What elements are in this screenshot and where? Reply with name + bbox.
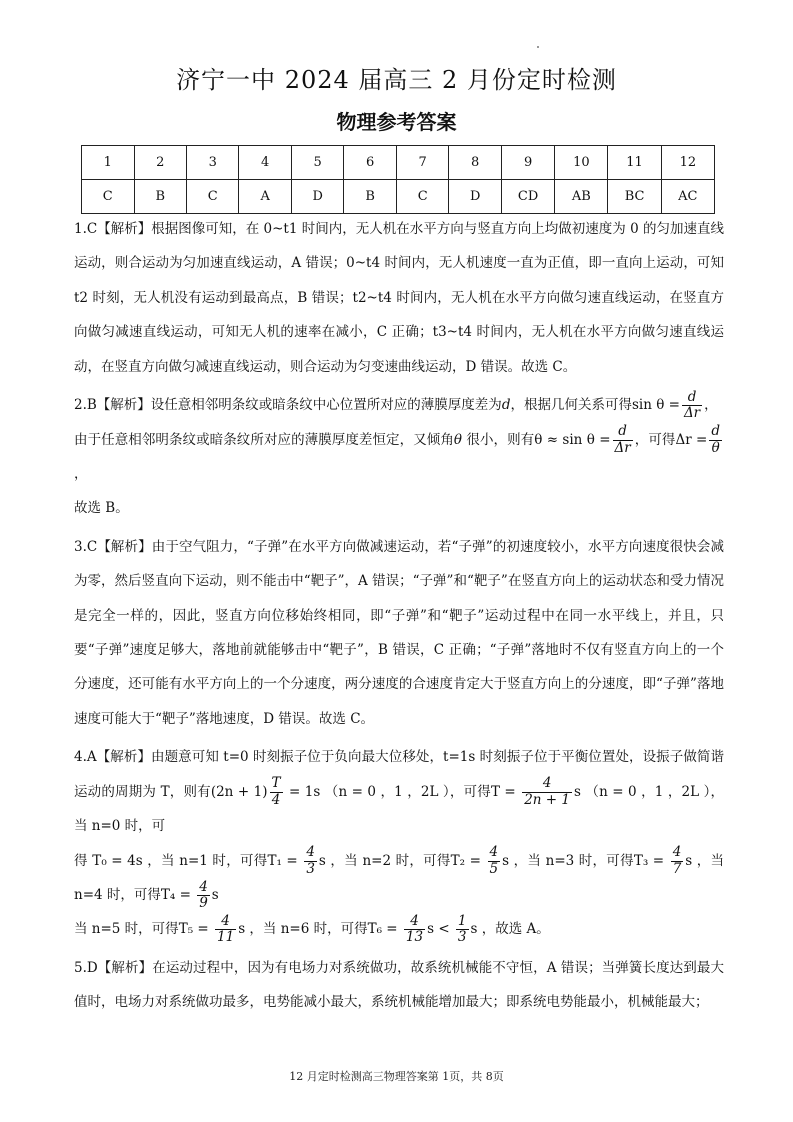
question-number-cell: 5 bbox=[291, 146, 344, 180]
q2-text: 由于任意相邻明条纹或暗条纹所对应的薄膜厚度差恒定，又倾角 bbox=[74, 431, 454, 448]
page-footer: 12 月定时检测高三物理答案第 1页，共 8页 bbox=[289, 1070, 504, 1083]
q4-text: s bbox=[211, 887, 219, 904]
question-number-cell: 8 bbox=[449, 146, 502, 180]
question-number-cell: 11 bbox=[608, 146, 661, 180]
q4-text: s ，当 n=3 时，可得 bbox=[502, 852, 634, 869]
q4-fraction: $\frac{T}{4}$ bbox=[271, 775, 281, 808]
q4-equation: T₄ = bbox=[160, 887, 196, 904]
q4-fraction: $\frac{4}{5}$ bbox=[489, 844, 499, 877]
q4-text: s （n = 0 ，1 ，2L ），当 n=0 时，可 bbox=[74, 783, 725, 835]
q4-text: 4.A【解析】由题意可知 t=0 时刻振子位于负向最大位移处，t=1s 时刻振子位于平衡位置处，设振子做简谐运动的周期为 T，则有 bbox=[74, 749, 724, 800]
answer-table-answer-row bbox=[82, 180, 715, 214]
q4-fraction: $\frac{4}{13}$ bbox=[405, 912, 424, 946]
question-number-cell: 2 bbox=[134, 146, 186, 180]
q4-fraction: $\frac{4}{9}$ bbox=[199, 878, 208, 912]
q2-text: 很小，则有 bbox=[462, 431, 535, 448]
q4-text: s ，当 n=4 时，可得 bbox=[74, 852, 725, 904]
question-number-cell: 3 bbox=[186, 146, 239, 180]
page-subtitle: 物理参考答案 bbox=[336, 110, 457, 134]
explanations bbox=[74, 212, 724, 1024]
q2-equation: sin θ = bbox=[631, 397, 680, 414]
q2-explanation: 2.B【解析】设任意相邻明条纹或暗条纹中心位置所对应的薄膜厚度差为d，根据几何关系可得sin θ = $\frac{d}{\Delta r}$ ， 由于任意相邻明条纹或暗条纹所对应的薄膜厚度差恒定，又倾角θ 很小，则有θ ≈ sin θ = $\frac{d}{\Delta r}$ ，可得Δr = $\frac{d}{\theta}$ ， 故选 B。 bbox=[74, 388, 721, 517]
q2-equation: θ ≈ sin θ = bbox=[534, 431, 611, 448]
q4-fraction: $\frac{4}{7}$ bbox=[672, 844, 682, 877]
q2-text: 故选 B。 bbox=[74, 500, 129, 517]
q4-fraction: $\frac{4}{2n + 1}$ bbox=[524, 775, 570, 808]
question-number-cell: 7 bbox=[396, 146, 449, 180]
question-number-cell: 12 bbox=[661, 146, 714, 180]
q4-text: = 1s （n = 0 ，1 ，2L ），可得 bbox=[284, 783, 491, 800]
question-number-cell: 6 bbox=[344, 146, 396, 180]
question-number-cell: 10 bbox=[555, 146, 608, 180]
q1-explanation: 1.C【解析】根据图像可知，在 0~t1 时间内，无人机在水平方向与竖直方向上均做初速度为 0 的匀加速直线运动，则合运动为匀加速直线运动，A 错误；0~t4 时间内，无人机速度一直为正值，即一直向上运动，可知 t2 时刻，无人机没有运动到最高点，B 错误；t2~t4 时间内，无人机在水平方向做匀速直线运动，在竖直方向做匀减速直线运动，可知无人机的速率在减小，C 正确；t3~t4 时间内，无人机在水平方向做匀速直线运动，在竖直方向做匀减速直线运动，则合运动为匀变速曲线运动，D 错误。故选 C。 bbox=[74, 221, 724, 375]
question-number-cell: 4 bbox=[239, 146, 291, 180]
answer-cell: D bbox=[291, 180, 344, 214]
q4-equation: T₅ = bbox=[178, 921, 213, 938]
answer-cell: D bbox=[449, 180, 502, 214]
q5-explanation: 5.D【解析】在运动过程中，因为有电场力对系统做功，故系统机械能不守恒，A 错误；当弹簧长度达到最大值时，电场力对系统做功最多，电势能减小最大，系统机械能增加最大；即系统电势能最小，机械能最大； bbox=[74, 959, 724, 1011]
q4-equation: (2n + 1) bbox=[210, 783, 268, 800]
q2-symbol: θ bbox=[453, 431, 463, 448]
answer-cell: B bbox=[344, 180, 396, 214]
q4-text: s ，当 n=6 时，可得 bbox=[238, 921, 368, 938]
q2-text: 2.B【解析】设任意相邻明条纹或暗条纹中心位置所对应的薄膜厚度差为 bbox=[74, 397, 502, 414]
q4-equation: T = bbox=[490, 783, 521, 800]
q4-fraction: $\frac{4}{3}$ bbox=[306, 844, 315, 877]
answer-cell: B bbox=[134, 180, 186, 214]
scan-dot bbox=[537, 46, 539, 48]
answer-table bbox=[81, 145, 715, 214]
answer-cell: A bbox=[239, 180, 291, 214]
q4-text: 得 T₀ = 4s ，当 n=1 时，可得 bbox=[74, 852, 268, 869]
q2-text: ，根据几何关系可得 bbox=[510, 397, 632, 414]
q2-text: ，可得 bbox=[634, 431, 676, 448]
answer-table-number-row bbox=[82, 146, 715, 180]
q3-explanation: 3.C【解析】由于空气阻力，“子弹”在水平方向做减速运动，若“子弹”的初速度较小，水平方向速度很快会减为零，然后竖直向下运动，则不能击中“靶子”，A 错误；“子弹”和“靶子”在竖直方向上的运动状态和受力情况是完全一样的，因此，竖直方向位移始终相同，即“子弹”和“靶子”运动过程中在同一水平线上，并且，只要“子弹”速度足够大，落地前就能够击中“靶子”，B 错误，C 正确；“子弹”落地时不仅有竖直方向上的一个分速度，还可能有水平方向上的一个分速度，两分速度的合速度肯定大于竖直方向上的分速度，即“子弹”落地速度可能大于“靶子”落地速度，D 错误。故选 C。 bbox=[74, 538, 724, 727]
page-title: 济宁一中 2024 届高三 2 月份定时检测 bbox=[176, 66, 617, 94]
q4-equation: T₆ = bbox=[367, 921, 402, 938]
q2-fraction: $\frac{d}{\Delta r}$ bbox=[614, 423, 631, 456]
q4-equation: T₃ = bbox=[633, 852, 669, 869]
answer-cell: AB bbox=[555, 180, 608, 214]
answer-cell: BC bbox=[608, 180, 661, 214]
answer-cell: C bbox=[186, 180, 239, 214]
q4-fraction: $\frac{4}{11}$ bbox=[217, 912, 235, 946]
q4-equation: T₁ = bbox=[267, 852, 303, 869]
q4-equation: T₂ = bbox=[450, 852, 486, 869]
q4-text: s ，当 n=2 时，可得 bbox=[318, 852, 451, 869]
answer-cell: C bbox=[82, 180, 135, 214]
q4-text: s < bbox=[427, 921, 454, 938]
answer-cell: AC bbox=[661, 180, 714, 214]
q2-fraction: $\frac{d}{\Delta r}$ bbox=[683, 388, 701, 422]
q4-fraction: $\frac{1}{3}$ bbox=[457, 912, 467, 946]
question-number-cell: 9 bbox=[501, 146, 554, 180]
q4-text: s ，故选 A。 bbox=[470, 921, 550, 938]
answer-cell: C bbox=[396, 180, 449, 214]
answer-cell: CD bbox=[501, 180, 554, 214]
q4-text: 当 n=5 时，可得 bbox=[74, 921, 179, 938]
q2-fraction: $\frac{d}{\theta}$ bbox=[711, 423, 721, 456]
question-number-cell: 1 bbox=[82, 146, 135, 180]
q2-symbol: d bbox=[501, 397, 511, 414]
q4-explanation bbox=[74, 740, 724, 947]
q2-equation: Δr = bbox=[675, 431, 708, 448]
